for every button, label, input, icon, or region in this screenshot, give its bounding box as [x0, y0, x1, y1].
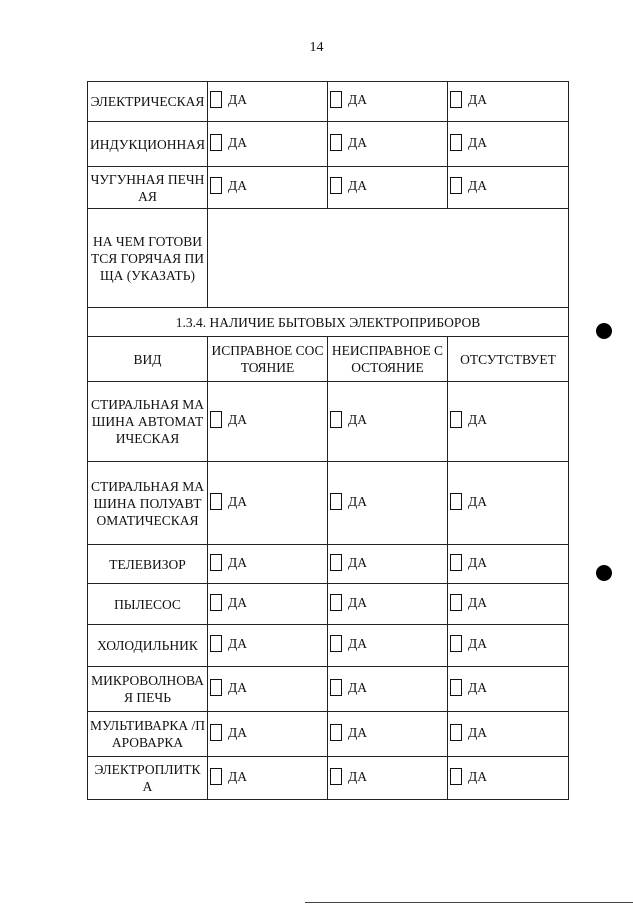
checkbox-cell[interactable]: [208, 122, 328, 167]
checkbox-label: ДА: [348, 134, 367, 150]
table-row: [88, 667, 569, 712]
checkbox-label: ДА: [348, 412, 367, 427]
checkbox-icon[interactable]: [330, 724, 342, 741]
checkbox-icon[interactable]: [330, 411, 342, 428]
checkbox-icon[interactable]: [210, 635, 222, 652]
checkbox-icon[interactable]: [450, 724, 462, 741]
checkbox-cell[interactable]: [208, 167, 328, 209]
checkbox-cell[interactable]: [328, 382, 448, 462]
column-header-type: ВИД: [88, 337, 208, 382]
checkbox-label: ДА: [468, 554, 487, 570]
checkbox-cell[interactable]: [328, 167, 448, 209]
checkbox-cell[interactable]: [448, 625, 569, 667]
checkbox-icon[interactable]: [210, 768, 222, 785]
checkbox-label: ДА: [228, 594, 247, 610]
checkbox-icon[interactable]: [330, 594, 342, 611]
checkbox-label: ДА: [228, 679, 247, 695]
checkbox-cell[interactable]: [448, 545, 569, 584]
checkbox-label: ДА: [348, 92, 367, 107]
row-label: МУЛЬТИВАРКА /ПАРОВАРКА: [88, 712, 208, 757]
checkbox-cell[interactable]: [448, 462, 569, 545]
checkbox-label: ДА: [348, 594, 367, 610]
checkbox-cell[interactable]: [448, 122, 569, 167]
checkbox-label: ДА: [228, 412, 247, 427]
checkbox-cell[interactable]: [328, 82, 448, 122]
table-row: [88, 584, 569, 625]
checkbox-cell[interactable]: [328, 122, 448, 167]
checkbox-cell[interactable]: [328, 584, 448, 625]
checkbox-icon[interactable]: [210, 177, 222, 194]
table-row: [88, 757, 569, 800]
hole-punch-mark: [596, 565, 612, 581]
row-label: ЭЛЕКТРОПЛИТКА: [88, 757, 208, 800]
checkbox-label: ДА: [348, 768, 367, 784]
checkbox-cell[interactable]: [208, 462, 328, 545]
row-label: ЭЛЕКТРИЧЕСКАЯ: [88, 82, 208, 122]
checkbox-label: ДА: [468, 412, 487, 427]
checkbox-label: ДА: [348, 724, 367, 740]
checkbox-cell[interactable]: [208, 667, 328, 712]
checkbox-icon[interactable]: [450, 594, 462, 611]
checkbox-icon[interactable]: [210, 493, 222, 510]
checkbox-label: ДА: [468, 134, 487, 150]
checkbox-icon[interactable]: [450, 679, 462, 696]
table-row: [88, 382, 569, 462]
hole-punch-mark: [596, 323, 612, 339]
checkbox-cell[interactable]: [448, 667, 569, 712]
row-label: СТИРАЛЬНАЯ МАШИНА ПОЛУАВТОМАТИЧЕСКАЯ: [88, 462, 208, 545]
checkbox-cell[interactable]: [328, 667, 448, 712]
form-table: [87, 81, 569, 800]
checkbox-cell[interactable]: [448, 757, 569, 800]
table-row: [88, 167, 569, 209]
table-row: [88, 462, 569, 545]
checkbox-label: ДА: [348, 493, 367, 509]
checkbox-label: ДА: [468, 724, 487, 740]
checkbox-label: ДА: [228, 92, 247, 107]
checkbox-label: ДА: [468, 679, 487, 695]
checkbox-icon[interactable]: [330, 554, 342, 571]
checkbox-label: ДА: [468, 92, 487, 107]
checkbox-cell[interactable]: [208, 545, 328, 584]
table-header-row: [88, 337, 569, 382]
checkbox-cell[interactable]: [208, 382, 328, 462]
checkbox-label: ДА: [468, 768, 487, 784]
checkbox-icon[interactable]: [450, 134, 462, 151]
checkbox-cell[interactable]: [208, 712, 328, 757]
column-header-broken: НЕИСПРАВНОЕ СОСТОЯНИЕ: [328, 337, 448, 382]
checkbox-icon[interactable]: [330, 134, 342, 151]
checkbox-icon[interactable]: [450, 768, 462, 785]
checkbox-cell[interactable]: [328, 545, 448, 584]
checkbox-cell[interactable]: [448, 382, 569, 462]
row-label: ПЫЛЕСОС: [88, 584, 208, 625]
page-number: 14: [309, 40, 324, 55]
checkbox-label: ДА: [348, 178, 367, 193]
cooking-question-label: НА ЧЕМ ГОТОВИТСЯ ГОРЯЧАЯ ПИЩА (УКАЗАТЬ): [88, 209, 208, 308]
checkbox-icon[interactable]: [330, 177, 342, 194]
checkbox-icon[interactable]: [330, 493, 342, 510]
checkbox-icon[interactable]: [210, 411, 222, 428]
checkbox-icon[interactable]: [210, 679, 222, 696]
checkbox-cell[interactable]: [328, 757, 448, 800]
checkbox-label: ДА: [228, 724, 247, 740]
checkbox-icon[interactable]: [450, 554, 462, 571]
checkbox-label: ДА: [348, 679, 367, 695]
checkbox-label: ДА: [348, 554, 367, 570]
checkbox-cell[interactable]: [448, 584, 569, 625]
checkbox-icon[interactable]: [450, 411, 462, 428]
row-label: ИНДУКЦИОННАЯ: [88, 122, 208, 167]
checkbox-label: ДА: [468, 178, 487, 193]
checkbox-icon[interactable]: [450, 91, 462, 108]
table-row: [88, 122, 569, 167]
checkbox-label: ДА: [468, 636, 487, 651]
scan-edge-line: [305, 902, 633, 903]
checkbox-cell[interactable]: [448, 712, 569, 757]
checkbox-label: ДА: [228, 768, 247, 784]
row-label: МИКРОВОЛНОВАЯ ПЕЧЬ: [88, 667, 208, 712]
checkbox-cell[interactable]: [328, 712, 448, 757]
checkbox-icon[interactable]: [330, 91, 342, 108]
table-row: [88, 625, 569, 667]
checkbox-label: ДА: [468, 594, 487, 610]
checkbox-icon[interactable]: [450, 177, 462, 194]
checkbox-icon[interactable]: [330, 768, 342, 785]
checkbox-label: ДА: [228, 493, 247, 509]
checkbox-cell[interactable]: [208, 82, 328, 122]
checkbox-icon[interactable]: [330, 679, 342, 696]
table-row: [88, 82, 569, 122]
checkbox-cell[interactable]: [328, 625, 448, 667]
row-label: ХОЛОДИЛЬНИК: [88, 625, 208, 667]
checkbox-cell[interactable]: [448, 82, 569, 122]
checkbox-icon[interactable]: [210, 554, 222, 571]
column-header-working: ИСПРАВНОЕ СОСТОЯНИЕ: [208, 337, 328, 382]
checkbox-cell[interactable]: [328, 462, 448, 545]
checkbox-label: ДА: [228, 134, 247, 150]
cooking-answer-field[interactable]: [208, 209, 569, 308]
table-row: [88, 712, 569, 757]
checkbox-icon[interactable]: [450, 493, 462, 510]
row-label: СТИРАЛЬНАЯ МАШИНА АВТОМАТИЧЕСКАЯ: [88, 382, 208, 462]
row-label: ТЕЛЕВИЗОР: [88, 545, 208, 584]
row-label: ЧУГУННАЯ ПЕЧНАЯ: [88, 167, 208, 209]
checkbox-cell[interactable]: [208, 625, 328, 667]
checkbox-label: ДА: [228, 178, 247, 193]
checkbox-label: ДА: [228, 554, 247, 570]
table-row: [88, 308, 569, 337]
checkbox-icon[interactable]: [210, 594, 222, 611]
column-header-absent: ОТСУТСТВУЕТ: [448, 337, 569, 382]
section-title: 1.3.4. НАЛИЧИЕ БЫТОВЫХ ЭЛЕКТРОПРИБОРОВ: [88, 308, 569, 337]
checkbox-icon[interactable]: [450, 635, 462, 652]
checkbox-label: ДА: [468, 493, 487, 509]
checkbox-cell[interactable]: [208, 757, 328, 800]
checkbox-icon[interactable]: [330, 635, 342, 652]
checkbox-label: ДА: [348, 636, 367, 651]
checkbox-cell[interactable]: [448, 167, 569, 209]
table-row: [88, 545, 569, 584]
checkbox-icon[interactable]: [210, 724, 222, 741]
checkbox-label: ДА: [228, 636, 247, 651]
table-row: [88, 209, 569, 308]
checkbox-icon[interactable]: [210, 134, 222, 151]
checkbox-cell[interactable]: [208, 584, 328, 625]
checkbox-icon[interactable]: [210, 91, 222, 108]
